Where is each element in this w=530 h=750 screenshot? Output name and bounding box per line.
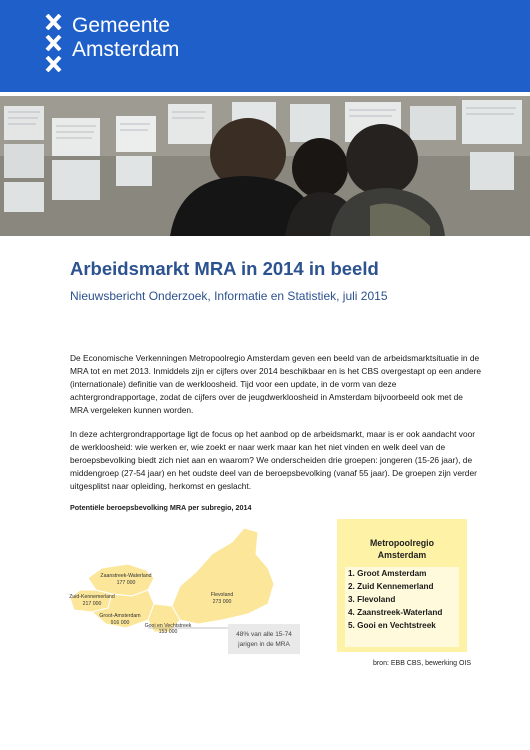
amsterdam-crosses-logo	[45, 14, 63, 77]
label-amsterdam: Groot-Amsterdam	[99, 613, 141, 619]
label-amsterdam-value: 916 000	[110, 620, 130, 626]
source-note: bron: EBB CBS, bewerking OIS	[372, 660, 471, 667]
label-flevoland-value: 273 000	[212, 599, 232, 605]
legend-title-line1: Metropoolregio	[369, 538, 435, 548]
x-cross-icon	[45, 14, 62, 30]
map-callout-text: 48% van alle 15-74	[236, 631, 292, 638]
x-cross-icon	[45, 56, 62, 72]
label-gooi-value: 153 000	[158, 629, 178, 635]
org-name-line2: Amsterdam	[72, 38, 180, 61]
intro-paragraph: De Economische Verkenningen Metropoolregio Amsterdam geven een beeld van de arbeidsmarktsituatie in de MRA tot en met 2013. Inmiddels zijn er cijfers over 2014 beschikbaar en is het CBS overgestapt op een andere (internationale) definitie van de werkloosheid. Tijd voor een update, in de vorm van deze achtergrondrapportage, zodat de cijfers over de jeugdwerkloosheid in Amsterdam bijvoorbeeld ook met de MRA vergeleken kunnen worden.	[70, 353, 482, 416]
article-subtitle: Nieuwsbericht Onderzoek, Informatie en Statistiek, juli 2015	[70, 289, 388, 303]
legend-item: 4. Zaanstreek-Waterland	[348, 608, 443, 617]
article-title: Arbeidsmarkt MRA in 2014 in beeld	[70, 258, 379, 279]
org-name	[72, 14, 179, 62]
label-flevoland: Flevoland	[210, 592, 234, 598]
legend-title-line2: Amsterdam	[377, 550, 427, 560]
photo-people-reading-job-board	[0, 96, 530, 236]
label-zaanstreek-value: 177 000	[116, 580, 136, 586]
focus-paragraph: In deze achtergrondrapportage ligt de focus op het aanbod op de arbeidsmarkt, maar is er ook aandacht voor de werkloosheid: wie werken er, wie zoekt er naar werk maar kan het niet vinden en welk deel van de beroepsbevolking biedt zich niet aan en waarom? We onderscheiden drie groepen: jongeren (15-26 jaar), de middengroep (27-54 jaar) en het oudste deel van de beroepsbevolking (vanaf 55 jaar). De groepen zijn verder uitgesplitst naar opleiding, herkomst en geslacht.	[70, 429, 477, 492]
map-caption: Potentiële beroepsbevolking MRA per subregio, 2014	[70, 503, 252, 512]
x-cross-icon	[45, 35, 62, 51]
mra-region-map	[62, 520, 322, 660]
mra-map-graphic	[62, 520, 322, 660]
label-kennemerland-value: 217 000	[82, 601, 102, 607]
header-banner	[0, 0, 530, 92]
legend-item: 5. Gooi en Vechtstreek	[348, 621, 436, 630]
region-flevoland	[172, 528, 274, 624]
legend-item: 1. Groot Amsterdam	[348, 569, 427, 578]
header-photo	[0, 96, 530, 236]
legend-title	[337, 537, 467, 561]
label-gooi: Gooi en Vechtstreek	[144, 623, 192, 629]
legend-box	[337, 519, 467, 652]
legend-list	[345, 567, 459, 647]
legend-item: 2. Zuid Kennemerland	[348, 582, 434, 591]
legend-item: 3. Flevoland	[348, 595, 396, 604]
label-zaanstreek: Zaanstreek-Waterland	[100, 573, 152, 579]
org-name-line1: Gemeente	[72, 14, 171, 37]
label-kennemerland: Zuid-Kennemerland	[69, 594, 115, 600]
map-callout-text-line2: jarigen in de MRA	[238, 641, 290, 648]
